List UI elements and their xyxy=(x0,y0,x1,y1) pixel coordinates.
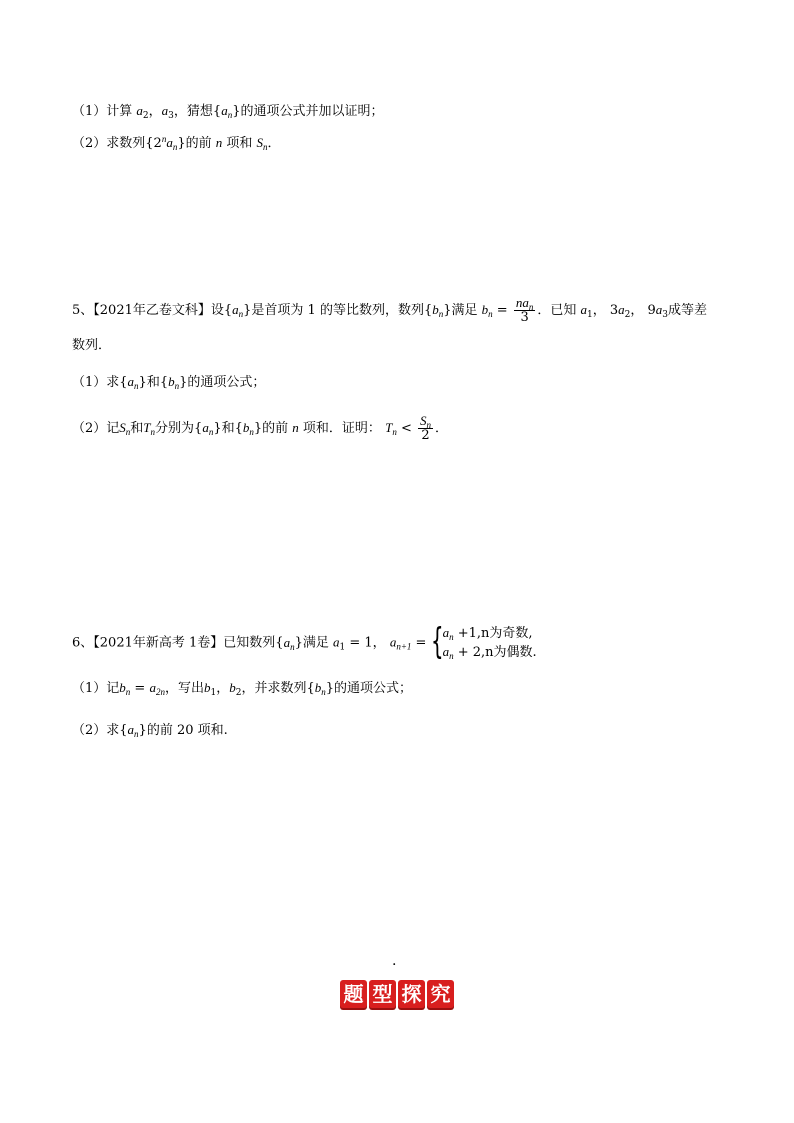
fraction-na-over-3: $\frac{na_n}{3}$ xyxy=(515,295,534,325)
problem6-question-2: （2）求$\{a_n\}$的前 20 项和. xyxy=(72,722,228,739)
piecewise-definition: { $a_n +1,n$为奇数, $a_n + 2,n$为偶数. xyxy=(430,621,537,662)
logo-char: 探 xyxy=(398,980,425,1008)
problem5-question-1: （1）求$\{a_n\}$和$\{b_n\}$的通项公式； xyxy=(72,374,266,391)
logo-char: 题 xyxy=(340,980,367,1008)
fraction-sn-over-2: $\frac{S_n}{2}$ xyxy=(419,413,431,443)
logo-char: 型 xyxy=(369,980,396,1008)
prev-question-2: （2）求数列$\{2^na_n\}$的前 n 项和 $S_n$． xyxy=(72,134,281,152)
logo-char: 究 xyxy=(427,980,454,1008)
problem6-statement: 6、【2021年新高考 1卷】已知数列$\{a_n\}$满足 $a_1 = 1$， $a_{n+1}$ = { $a_n +1,n$为奇数, $a_n + 2,n$为偶数. xyxy=(72,624,551,662)
problem5-statement-cont: 数列． xyxy=(72,338,112,353)
prev-question-1: （1）计算 $a_2$，$a_3$，猜想$\{a_n\}$的通项公式并加以证明； xyxy=(72,103,384,121)
problem5-statement: 5、【2021年乙卷文科】设$\{a_n\}$是首项为 1 的等比数列，数列$\{b_n\}$满足 $b_n$ = $\frac{na_n}{3}$ ．已知 $a_1$， $3a_2$， $9a_3$成等差 xyxy=(72,295,708,325)
problem5-question-2: （2）记$S_n$和$T_n$分别为$\{a_n\}$和$\{b_n\}$的前 n 项和．证明： $T_n$ < $\frac{S_n}{2}$ ． xyxy=(72,413,448,443)
dot-mark: . xyxy=(392,953,397,969)
problem6-question-1: （1）记$b_n = a_{2n}$，写出$b_1$，$b_2$，并求数列$\{b_n\}$的通项公式； xyxy=(72,680,413,698)
section-logo xyxy=(340,980,454,1008)
